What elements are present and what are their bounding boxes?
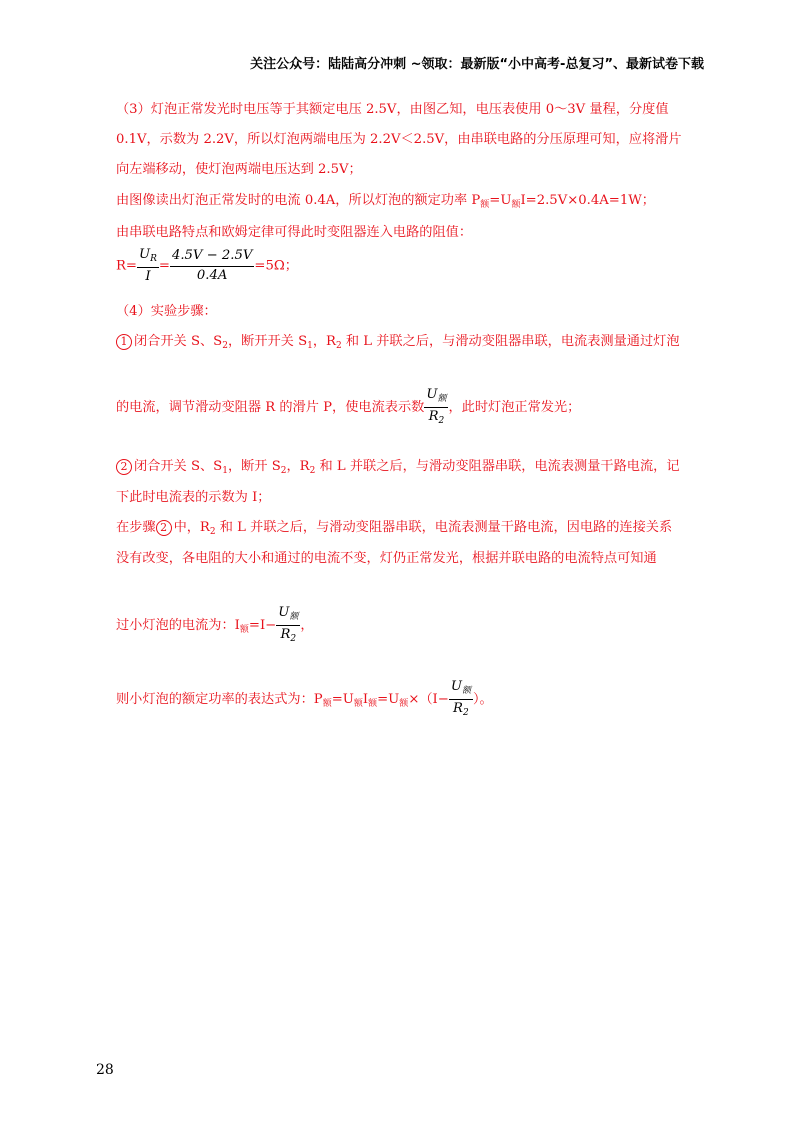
fraction-ue-r2: $\frac{U_额}{R_2}$ [426,387,447,426]
fraction-ur-i: $\frac{U_R}{I}$ [138,247,157,284]
page-header: 关注公众号：陆陆高分冲刺 ~领取：最新版“小中高考-总复习”、最新试卷下载 [250,57,704,72]
text-line: （4）实验步骤： [116,304,217,319]
step-number-circle: 1 [116,334,132,350]
step-2-line: 2 闭合开关 S、$S_1$，断开 $S_2$，$R_2$ 和 L 并联之后，与滑动变阻器串联，电流表测量干路电流，记 [116,455,680,476]
text-line: 0.1V，示数为 2.2V，所以灯泡两端电压为 2.2V＜2.5V，由串联电路的分压原理可知，应将滑片 [116,132,682,147]
page-number: 28 [96,1062,114,1078]
text-line: 在步骤 2 中，$R_2$ 和 L 并联之后，与滑动变阻器串联，电流表测量干路电流，因电路的连接关系 [116,520,673,537]
text-line: 由串联电路特点和欧姆定律可得此时变阻器连入电路的阻值： [116,225,473,240]
fraction-ue-r2: $\frac{U_额}{R_2}$ [278,605,299,644]
current-equation: 过小灯泡的电流为：$I_额=I-$ $\frac{U_额}{R_2}$ ， [116,605,314,644]
step-number-circle: 2 [116,459,132,475]
fraction-values: $\frac{4.5V - 2.5V}{0.4A}$ [171,248,253,283]
step-1-line: 1 闭合开关 S、$S_2$，断开开关 $S_1$，$R_2$ 和 L 并联之后，与滑动变阻器串联，电流表测量通过灯泡 [116,330,680,351]
text-line: 由图像读出灯泡正常发时的电流 0.4A，所以灯泡的额定功率 $P_额=U_额I=2.5V\times 0.4A=1W$； [116,193,655,210]
text-line: 向左端移动，使灯泡两端电压达到 2.5V； [116,162,362,177]
fraction-ue-r2: $\frac{U_额}{R_2}$ [450,679,471,718]
step-number-circle: 2 [156,520,172,536]
step-1-line-2: 的电流，调节滑动变阻器 R 的滑片 P，使电流表示数 $\frac{U_额}{R_2}$ ，此时灯泡正常发光； [116,387,581,426]
resistance-equation: R= $\frac{U_R}{I}$ = $\frac{4.5V - 2.5V}{0.4A}$ =5Ω； [116,247,298,284]
text-line: 下此时电流表的示数为 I； [116,490,271,505]
text-line: 没有改变，各电阻的大小和通过的电流不变，灯仍正常发光，根据并联电路的电流特点可知通 [116,551,657,566]
power-equation: 则小灯泡的额定功率的表达式为：$P_额=U_额I_额=U_额\times(I-$ $\frac{U_额}{R_2}$ ）。 [116,679,493,718]
text-line: （3）灯泡正常发光时电压等于其额定电压 2.5V，由图乙知，电压表使用 0～3V 量程，分度值 [116,102,669,117]
